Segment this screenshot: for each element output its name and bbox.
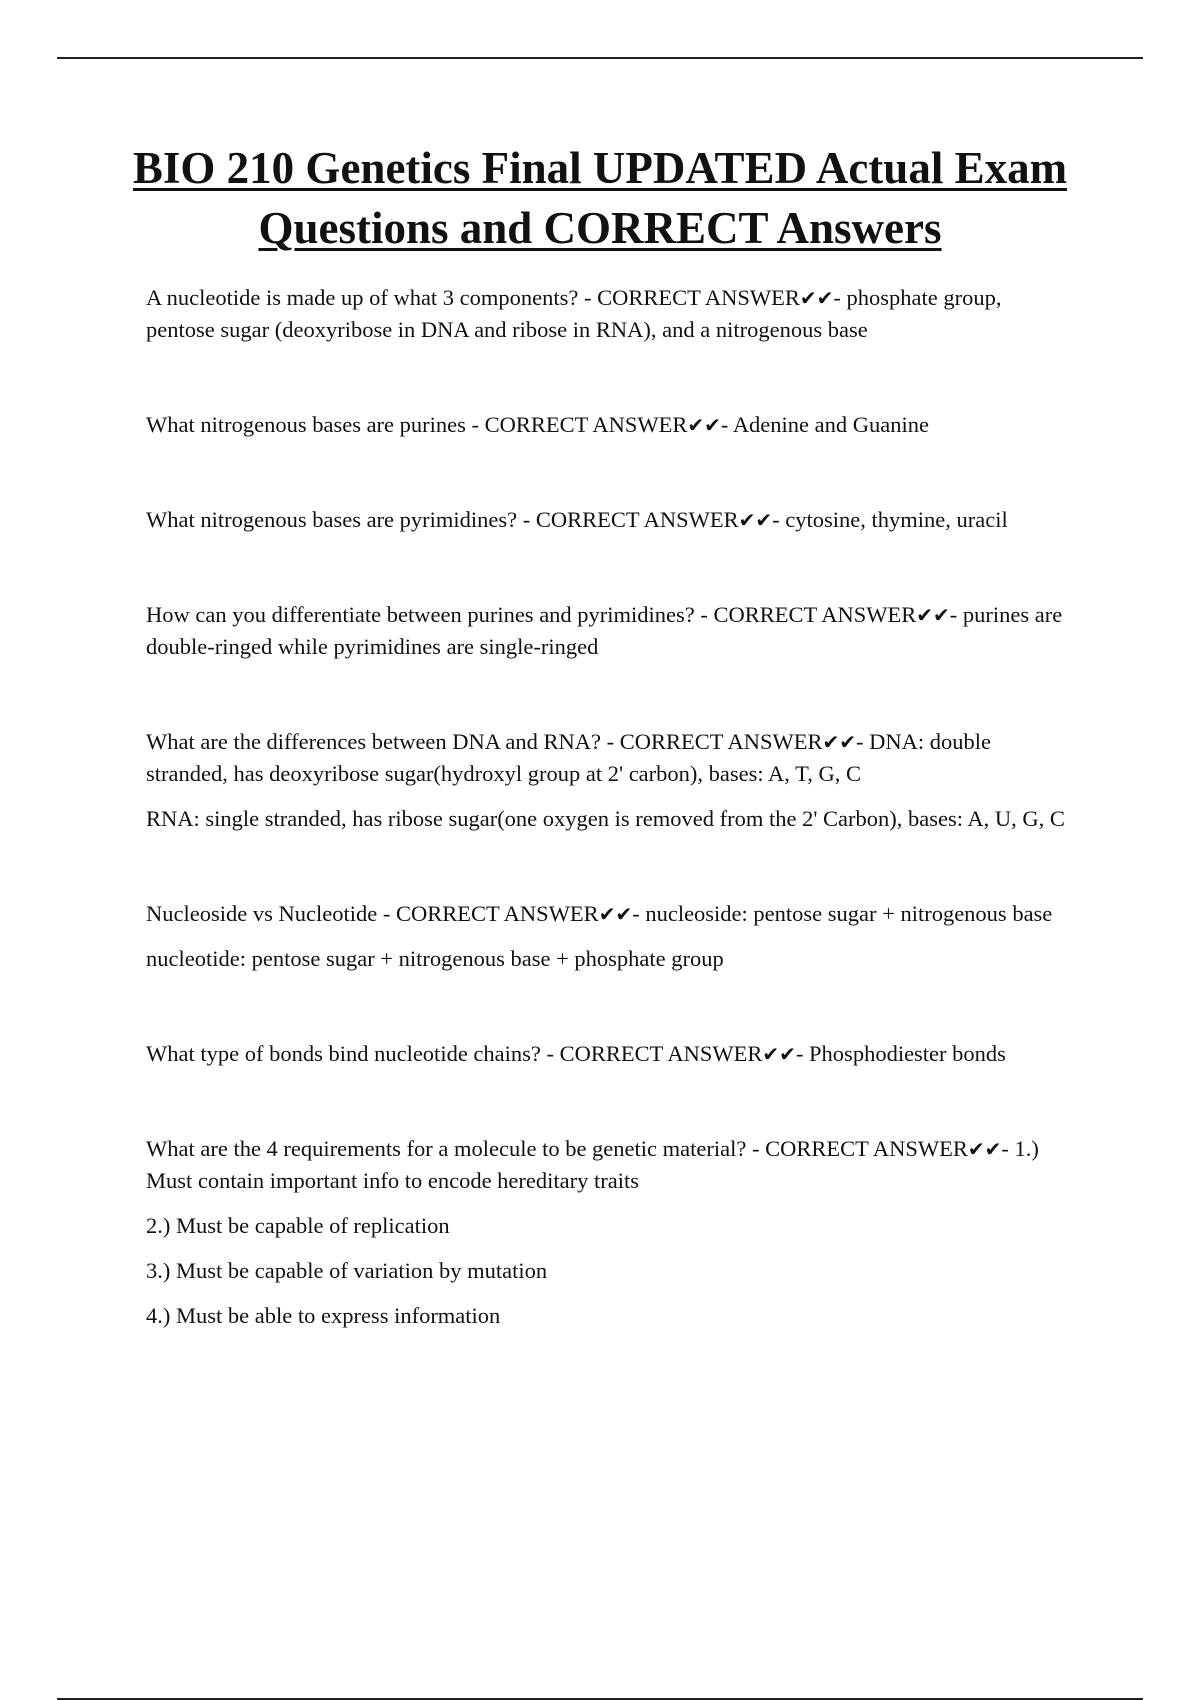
- answer-text: nucleoside: pentose sugar + nitrogenous base: [645, 901, 1053, 926]
- answer-text: phosphate group, pentose sugar (deoxyribose in DNA and ribose in RNA), and a nitrogenous base: [146, 285, 1002, 342]
- question-text: What type of bonds bind nucleotide chains?: [146, 1041, 541, 1066]
- qa-text: What nitrogenous bases are purines - CORRECT ANSWER✔✔- Adenine and Guanine: [146, 412, 929, 437]
- document-title: BIO 210 Genetics Final UPDATED Actual Exam Questions and CORRECT Answers: [132, 143, 1068, 253]
- question-text: What nitrogenous bases are purines: [146, 412, 466, 437]
- qa-entry: [146, 599, 1066, 663]
- correct-answer-label: CORRECT ANSWER✔✔: [619, 729, 857, 754]
- qa-entry: [146, 898, 1066, 975]
- double-check-icon: ✔✔: [916, 603, 950, 627]
- qa-text: Nucleoside vs Nucleotide - CORRECT ANSWER✔✔- nucleoside: pentose sugar + nitrogenous base: [146, 901, 1053, 926]
- qa-text: What are the 4 requirements for a molecule to be genetic material? - CORRECT ANSWER✔✔- 1.) Must contain important info to encode hereditary traits: [146, 1136, 1039, 1193]
- answer-continuation: nucleotide: pentose sugar + nitrogenous base + phosphate group: [146, 946, 724, 971]
- double-check-icon: ✔✔: [967, 1137, 1002, 1161]
- qa-text: What type of bonds bind nucleotide chains? - CORRECT ANSWER✔✔- Phosphodiester bonds: [146, 1041, 1006, 1066]
- question-text: A nucleotide is made up of what 3 components?: [146, 285, 579, 310]
- answer-continuation: 2.) Must be capable of replication: [146, 1213, 450, 1238]
- answer-continuation: 3.) Must be capable of variation by mutation: [146, 1258, 548, 1283]
- answer-text: cytosine, thymine, uracil: [785, 507, 1008, 532]
- answer-text: 1.) Must contain important info to encode hereditary traits: [146, 1136, 1039, 1193]
- correct-answer-label: CORRECT ANSWER✔✔: [535, 507, 773, 532]
- double-check-icon: ✔✔: [762, 1042, 796, 1066]
- qa-entry: [146, 726, 1066, 835]
- correct-answer-label: CORRECT ANSWER✔✔: [597, 285, 834, 310]
- correct-answer-label: CORRECT ANSWER✔✔: [395, 901, 633, 926]
- correct-answer-label: CORRECT ANSWER✔✔: [765, 1136, 1002, 1161]
- qa-text: What are the differences between DNA and RNA? - CORRECT ANSWER✔✔- DNA: double stranded, has deoxyribose sugar(hydroxyl group at 2' carbon), bases: A, T, G, C: [146, 729, 992, 786]
- answer-text: Phosphodiester bonds: [809, 1041, 1006, 1066]
- question-text: What are the 4 requirements for a molecule to be genetic material?: [146, 1136, 747, 1161]
- qa-text: What nitrogenous bases are pyrimidines? - CORRECT ANSWER✔✔- cytosine, thymine, uracil: [146, 507, 1008, 532]
- qa-text: A nucleotide is made up of what 3 components? - CORRECT ANSWER✔✔- phosphate group, pentose sugar (deoxyribose in DNA and ribose in RNA), and a nitrogenous base: [146, 285, 1002, 342]
- answer-text: purines are double-ringed while pyrimidines are single-ringed: [146, 602, 1063, 659]
- answer-text: DNA: double stranded, has deoxyribose sugar(hydroxyl group at 2' carbon), bases: A, T, G, C: [146, 729, 992, 786]
- qa-entry: [146, 409, 1066, 441]
- qa-entry: [146, 282, 1066, 346]
- answer-continuation: 4.) Must be able to express information: [146, 1303, 501, 1328]
- top-divider: [57, 57, 1143, 59]
- qa-text: How can you differentiate between purines and pyrimidines? - CORRECT ANSWER✔✔- purines are double-ringed while pyrimidines are single-ringed: [146, 602, 1063, 659]
- question-text: How can you differentiate between purines and pyrimidines?: [146, 602, 695, 627]
- question-text: Nucleoside vs Nucleotide: [146, 901, 378, 926]
- correct-answer-label: CORRECT ANSWER✔✔: [713, 602, 950, 627]
- double-check-icon: ✔✔: [598, 902, 633, 926]
- question-text: What are the differences between DNA and RNA?: [146, 729, 602, 754]
- qa-list: [146, 282, 1066, 1395]
- answer-text: Adenine and Guanine: [732, 412, 929, 437]
- qa-entry: [146, 504, 1066, 536]
- answer-continuation: RNA: single stranded, has ribose sugar(one oxygen is removed from the 2' Carbon), bases: A, U, G, C: [146, 806, 1065, 831]
- correct-answer-label: CORRECT ANSWER✔✔: [559, 1041, 796, 1066]
- double-check-icon: ✔✔: [822, 730, 857, 754]
- question-text: What nitrogenous bases are pyrimidines?: [146, 507, 518, 532]
- double-check-icon: ✔✔: [738, 508, 773, 532]
- double-check-icon: ✔✔: [687, 413, 721, 437]
- qa-entry: [146, 1133, 1066, 1332]
- double-check-icon: ✔✔: [799, 286, 834, 310]
- qa-entry: [146, 1038, 1066, 1070]
- correct-answer-label: CORRECT ANSWER✔✔: [484, 412, 721, 437]
